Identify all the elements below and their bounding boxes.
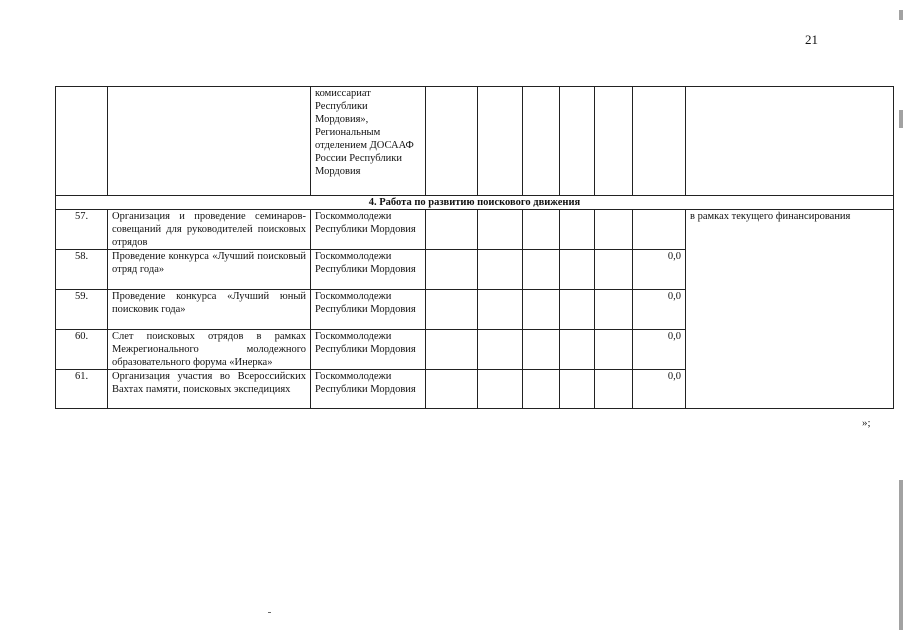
activity-cell: Организация участия во Всероссийских Вахтах памяти, поисковых экспедициях bbox=[108, 370, 311, 409]
row-number: 60. bbox=[56, 330, 108, 370]
executor-cell: Госкоммолодежи Республики Мордовия bbox=[311, 290, 426, 330]
executor-cell: комиссариат Республики Мордовия», Региональным отделением ДОСААФ России Республики Мордовия bbox=[311, 87, 426, 196]
activity-cell: Организация и проведение семинаров-совещаний для руководителей поисковых отрядов bbox=[108, 210, 311, 250]
executor-cell: Госкоммолодежи Республики Мордовия bbox=[311, 210, 426, 250]
value-cell: 0,0 bbox=[633, 250, 686, 290]
activity-cell: Слет поисковых отрядов в рамках Межрегионального молодежного образовательного форума «Инерка» bbox=[108, 330, 311, 370]
table-row bbox=[56, 210, 894, 250]
section-header-row bbox=[56, 196, 894, 210]
section-title: 4. Работа по развитию поискового движения bbox=[56, 196, 894, 210]
activity-cell: Проведение конкурса «Лучший юный поисковик года» bbox=[108, 290, 311, 330]
page-number: 21 bbox=[805, 32, 818, 47]
financing-note: в рамках текущего финансирования bbox=[686, 210, 894, 409]
executor-cell: Госкоммолодежи Республики Мордовия bbox=[311, 370, 426, 409]
executor-cell: Госкоммолодежи Республики Мордовия bbox=[311, 330, 426, 370]
scan-edge-artifact bbox=[899, 480, 903, 630]
continued-row bbox=[56, 87, 894, 196]
value-cell: 0,0 bbox=[633, 290, 686, 330]
value-cell bbox=[633, 210, 686, 250]
scan-dot bbox=[268, 612, 271, 613]
row-number: 58. bbox=[56, 250, 108, 290]
activity-cell: Проведение конкурса «Лучший поисковый отряд года» bbox=[108, 250, 311, 290]
closing-quote-mark: »; bbox=[862, 417, 871, 429]
scan-edge-artifact bbox=[899, 10, 903, 20]
value-cell: 0,0 bbox=[633, 330, 686, 370]
measures-table bbox=[55, 86, 894, 409]
value-cell: 0,0 bbox=[633, 370, 686, 409]
row-number: 57. bbox=[56, 210, 108, 250]
row-number: 59. bbox=[56, 290, 108, 330]
row-number: 61. bbox=[56, 370, 108, 409]
scan-edge-artifact bbox=[899, 110, 903, 128]
executor-cell: Госкоммолодежи Республики Мордовия bbox=[311, 250, 426, 290]
